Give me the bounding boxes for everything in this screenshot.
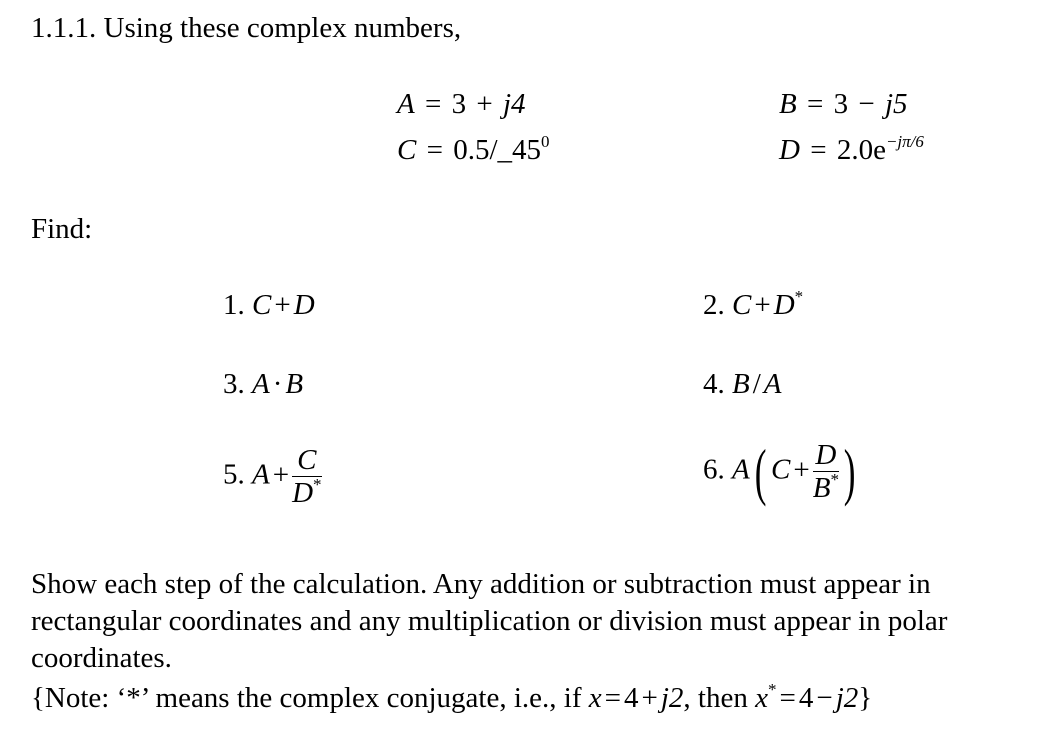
operand-b: D — [293, 289, 315, 321]
plus-sign: + — [476, 88, 493, 120]
note-mid: , then — [683, 682, 748, 714]
equals-sign: = — [426, 134, 443, 166]
var-b: B — [779, 88, 797, 120]
definition-d — [779, 132, 924, 166]
degree-superscript: 0 — [541, 132, 550, 151]
item-1 — [223, 291, 315, 320]
right-paren: ) — [843, 436, 856, 507]
real-part: 4 — [624, 682, 639, 714]
var-x-conj: x — [755, 682, 768, 714]
var-c: C — [397, 134, 417, 166]
conjugate-star: * — [313, 475, 322, 494]
operand-b: B — [285, 368, 304, 400]
angle-value: 45 — [512, 134, 542, 166]
item-number: 1. — [223, 289, 245, 321]
fraction — [813, 441, 839, 503]
magnitude: 0.5 — [453, 134, 490, 166]
minus-sign: − — [816, 682, 833, 714]
definition-a — [397, 90, 526, 119]
operand-a: B — [732, 368, 750, 400]
note-prefix: {Note: ‘*’ means the complex conjugate, i.e., if — [31, 682, 582, 714]
operator: + — [274, 289, 291, 321]
fraction — [292, 446, 321, 508]
imag-part: j5 — [884, 88, 908, 120]
operator: · — [272, 368, 283, 400]
operand-a: A — [252, 458, 270, 491]
equals-sign: = — [810, 134, 827, 166]
imag-part: j2 — [660, 682, 684, 714]
left-paren: ( — [754, 436, 767, 507]
equals-sign: = — [604, 682, 621, 714]
var-d: D — [779, 134, 800, 166]
operator: + — [754, 289, 771, 321]
item-6 — [703, 436, 860, 507]
operand-b: A — [763, 368, 782, 400]
minus-sign: − — [858, 88, 875, 120]
operand-a: A — [252, 368, 270, 400]
note-suffix: } — [858, 682, 873, 714]
operand-a: C — [252, 289, 272, 321]
item-number: 2. — [703, 289, 725, 321]
item-number: 4. — [703, 368, 725, 400]
real-part: 3 — [833, 88, 849, 120]
item-2 — [703, 287, 804, 321]
equals-sign: = — [806, 88, 824, 120]
problem-header: 1.1.1. Using these complex numbers, — [31, 12, 462, 44]
operand-a: A — [732, 453, 750, 486]
conjugate-star: * — [767, 680, 777, 699]
magnitude: 2.0e — [836, 134, 886, 166]
equals-sign: = — [424, 88, 442, 120]
operand-a: C — [732, 289, 752, 321]
item-5 — [223, 446, 322, 508]
instructions: Show each step of the calculation. Any addition or subtraction must appear in rectangular coordinates and any multiplication or division must appear in polar coordinates. — [31, 568, 948, 674]
item-4 — [703, 370, 782, 399]
fraction-numerator: C — [292, 446, 321, 477]
inner-operand: C — [771, 453, 791, 486]
item-3 — [223, 370, 303, 399]
angle-symbol: /_ — [489, 134, 513, 166]
real-part: 4 — [798, 682, 814, 714]
item-number: 5. — [223, 458, 245, 491]
real-part: 3 — [451, 88, 467, 120]
equals-sign: = — [779, 682, 796, 714]
definition-b — [779, 90, 908, 119]
fraction-denominator — [813, 472, 839, 503]
fraction-numerator: D — [813, 441, 839, 472]
item-number: 3. — [223, 368, 245, 400]
imag-part: j4 — [502, 88, 526, 120]
var-a: A — [397, 88, 415, 120]
conjugate-star: * — [830, 470, 839, 489]
denominator-var: B — [812, 472, 831, 504]
operator: + — [272, 458, 290, 491]
note — [31, 680, 873, 714]
conjugate-star: * — [794, 287, 804, 306]
operator: + — [793, 453, 810, 486]
var-x: x — [588, 682, 602, 714]
operand-b: D — [773, 289, 795, 321]
item-number: 6. — [703, 453, 725, 486]
denominator-var: D — [292, 477, 314, 509]
operator: / — [752, 368, 761, 400]
find-label: Find: — [31, 213, 93, 245]
definition-c — [397, 132, 550, 166]
plus-sign: + — [641, 682, 658, 714]
imag-part: j2 — [835, 682, 859, 714]
fraction-denominator — [292, 477, 321, 508]
exponent: −jπ/6 — [885, 132, 924, 151]
